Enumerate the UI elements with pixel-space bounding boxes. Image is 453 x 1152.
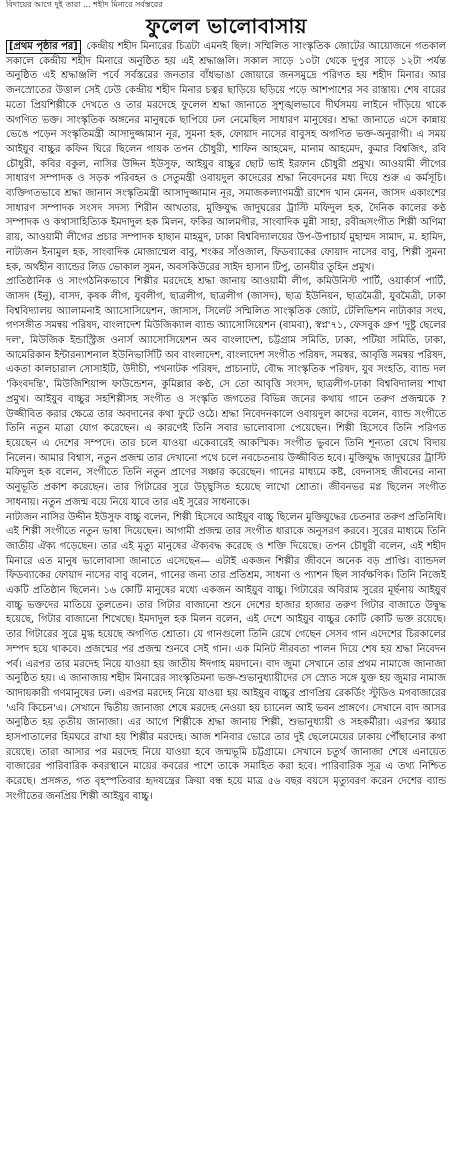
article-paragraph <box>6 40 446 275</box>
article-paragraph: নাট্যজন নাসির উদ্দীন ইউসুফ বাচ্চু বলেন, শিল্পী হিসেবে আইয়ুব বাচ্চু ছিলেন মুক্তিযুদ্ধের চেতনার তরুণ প্রতিনিধি। এই শিল্পী সংগীতে নতুন ভাষা দিয়েছেন। আগামী প্রজন্ম তার সংগীত ধারাকে অনুসরণ করবে। সুরের মাধ্যমে তিনি জাতীয় ঐক্য গড়েছেন। তার এই মৃত্যু মানুষের ঐক্যবদ্ধ করেছে ও শক্তি দিয়েছে। তপন চৌধুরী বলেন, এই শহীদ মিনারে এত মানুষ ভালোবাসা জানাতে এসেছেন— এটাই একজন শিল্পীর জীবনে অনেক বড় প্রাপ্তি। ব্যান্ডদল ফিডব্যাকের ফোয়াদ নাসের বাবু বলেন, গানের জন্য তার প্রতিশ্রম, সাধনা ও প্যাশন ছিল সার্বক্ষণিক। তিনি নিজেই একটি প্রতিষ্ঠান ছিলেন। ১৬ কোটি মানুষের মধ্যে একজন আইয়ুব বাচ্চু। গিটারের অবিরাম সুরের মূর্ছনায় আইয়ুব বাচ্চু ভক্তদের মাতিয়ে তুলতেন। তার গিটার বাজানো শুনে দেশের হাজার হাজার তরুণ গিটার বাজাতে উদ্বুদ্ধ হয়েছে, গিটার বাজানো শিখেছে। ইমদাদুল হক মিলন বলেন, এই দেশে আইয়ুব বাচ্চুর কোটি কোটি ভক্ত রয়েছে। তার গিটারের সুরে মুগ্ধ হয়েছে অগণিত শ্রোতা। যে গানগুলো তিনি রেখে গেছেন সেসব গান এদেশের চিরকালের সম্পদ হয়ে থাকবে। প্রজন্মের পর প্রজন্ম শুনবে সেই গান। এক মিনিট নীরবতা পালন দিয়ে শেষ হয় শ্রদ্ধা নিবেদন পর্ব। এরপর তার মরদেহ নিয়ে যাওয়া হয় জাতীয় ঈদগাহ ময়দানে। বাদ জুমা সেখানে তার প্রথম নামাজে জানাজা অনুষ্ঠিত হয়। এ জানাজায় শহীদ মিনারের সাংস্কৃতিমনা ভক্ত-শুভানুধ্যায়ীদের সে স্রোত সঙ্গে যুক্ত হয় জুমার নামাজ আদায়কারী গণমানুষের ঢল। এরপর মরদেহ নিয়ে যাওয়া হয় আইয়ুব বাচ্চুর প্রাণপ্রিয় রেকর্ডিং স্টুডিও মগবাজারের 'এবি কিচেন'এ। সেখানে দ্বিতীয় জানাজা শেষে মরদেহ নেওয়া হয় চ্যানেল আই ভবন প্রাঙ্গণে। সেখানে বাদ আসর অনুষ্ঠিত হয় তৃতীয় জানাজা। এর আগে শিল্পীকে শ্রদ্ধা জানায় শিল্পী, শুভানুধ্যায়ী ও সহকর্মীরা। এরপর স্কয়ার হাসপাতালের হিমঘরে রাখা হয় শিল্পীর মরদেহ। আজ শনিবার ভোরে তার দুই ছেলেমেয়ের ঢাকায় পৌঁছানোর কথা রয়েছে। তারা আসার পর মরদেহ নিয়ে যাওয়া হবে জন্মভূমি চট্টগ্রামে। সেখানে চতুর্থ জানাজা শেষে এনায়েত বাজারের পারিবারিক কবরস্থানে মায়ের কবরের পাশে তাকে সমাহিত করা হবে। পারিবারিক সূত্র এ তথ্য নিশ্চিত করেছে। প্রসঙ্গত, গত বৃহস্পতিবার হৃদযন্ত্রের ক্রিয়া বন্ধ হয়ে মাত্র ৫৬ বছর বয়সে মৃত্যুবরণ করেন দেশের ব্যান্ড সংগীতের জনপ্রিয় শিল্পী আইয়ুব বাচ্চু। <box>6 511 446 802</box>
previous-headline-strip: বিদায়ের আগে দুই তারা ... শহীদ মিনারে সর্বস্তরের <box>6 0 163 9</box>
article-paragraph: প্রাতিষ্ঠানিক ও সাংগঠনিকভাবে শিল্পীর মরদেহে শ্রদ্ধা জানায় আওয়ামী লীগ, কমিউনিস্ট পার্টি, ওয়ার্কার্স পার্টি, জাসদ (ইনু), বাসদ, কৃষক লীগ, যুবলীগ, ছাত্রলীগ, ছাত্রলীগ (জাসদ), ছাত্র ইউনিয়ন, ছাত্রমৈত্রী, যুবমৈত্রী, ঢাকা বিশ্ববিদ্যালয় অ্যালামনাই অ্যাসোসিয়েশন, জাসাস, সিলেট সম্মিলিত সাংস্কৃতিক জোট, টেলিভিশন নাট্যকার সংঘ, গণসঙ্গীত সমন্বয় পরিষদ, বাংলাদেশ মিউজিক্যাল ব্যান্ড অ্যাসোসিয়েশন (বামবা), স্বপ্ন'৭১, ফেসবুক গ্রুপ 'দুষ্টু ছেলের দল', মিউজিক ইন্ডাস্ট্রিজ ওনার্স অ্যাসোসিয়েশন অব বাংলাদেশ, চট্টগ্রাম সমিতি, ঢাকা, পটিয়া সমিতি, ঢাকা, আমেরিকান ইন্টারন্যাশনাল ইউনিভার্সিটি অব বাংলাদেশ, বাংলাদেশ সংগীত পরিষদ, সমস্বর, আবৃত্তি সমন্বয় পরিষদ, একতা কালচারাল সোসাইটি, উদীচী, পথনাটক পরিষদ, প্রাচ্যনাট, বৌদ্ধ সাংস্কৃতিক পরিষদ, যুব সংহতি, ব্যান্ড দল 'কিংবদন্তি', মিউজিশিয়ান্স ফাউন্ডেশন, কুমিল্লার কণ্ঠ, সে তো আবৃত্তি সংসদ, ছাত্রলীগ-ঢাকা বিশ্ববিদ্যালয় শাখা প্রমুখ। আইয়ুব বাচ্চুর সহশিল্পীসহ সংগীত ও সংস্কৃতি জগতের বিভিন্ন জনের কথায় গানে তরুণ প্রজন্মকে ?উজ্জীবিত করার ক্ষেত্রে তার অবদানের কথা ফুটে ওঠে। শ্রদ্ধা নিবেদনকালে ওবায়দুল কাদের বলেন, ব্যান্ড সংগীতে তিনি নতুন মাত্রা যোগ করেছেন। এ কারণেই তিনি সবার ভালোবাসা পেয়েছেন। শিল্পী হিসেবে তিনি পরিণত হয়েছেন এ দেশের সম্পদে। তার চলে যাওয়া একেবারেই আকস্মিক। সংগীত ভুবনে তিনি শূন্যতা রেখে বিদায় নিলেন। আমার বিশ্বাস, নতুন প্রজন্ম তার দেখানো পথে চলে নবচেতনায় উজ্জীবিত হবে। মুক্তিযুদ্ধ জাদুঘরের ট্রাস্টি মফিদুল হক বলেন, সংগীতে তিনি নতুন প্রাণের সঞ্চার করেছেন। গানের মাধ্যমে কষ্ট, বেদনাসহ জীবনের নানা অনুভূতি প্রকাশ করেছেন। তার গিটারের সুরে উচ্ছ্বসিত হয়েছে লাখো শ্রোতা। জীবনভর মগ্ন ছিলেন সংগীত সাধনায়। নতুন প্রজন্ম বয়ে নিয়ে যাবে তার এই সুরের সাধনাকে। <box>6 276 446 508</box>
article-body <box>0 40 453 805</box>
continuation-kicker: [প্রথম পৃষ্ঠার পর] <box>6 40 81 54</box>
paragraph-text: কেন্দ্রীয় শহীদ মিনারের চিত্রটা এমনই ছিল। সম্মিলিত সাংস্কৃতিক জোটের আয়োজনে গতকাল সকালে কেন্দ্রীয় শহীদ মিনারে অনুষ্ঠিত হয় এই শ্রদ্ধাঞ্জলি। সকাল সাড়ে ১০টা থেকে দুপুর সাড়ে ১২টা পর্যন্ত অনুষ্ঠিত এই শ্রদ্ধাঞ্জলি পর্বে সর্বস্তরের জনতার বাঁধভাঙা জোয়ারে জনসমুদ্রে পরিণত হয় শহীদ মিনার। আর জনস্রোতের উত্তাল সেই ঢেউ কেন্দ্রীয় শহীদ মিনার চত্বর ছাড়িয়ে ছড়িয়ে পড়ে আশপাশের সব রাস্তায়। শেষ বারের মতো প্রিয়শিল্পীকে দেখতে ও তার মরদেহে ফুলেল শ্রদ্ধা জানাতে সুশৃঙ্খলভাবে দীর্ঘসময় লাইনে দাঁড়িয়ে থাকে অগণিত ভক্ত। সাংস্কৃতিক অঙ্গনের মানুষকে ছাপিয়ে ঢল নেমেছিল সাধারণ মানুষের। শ্রদ্ধা জানাতে এসে কান্নায় ভেঙে পড়েন সংস্কৃতিমন্ত্রী আসাদুজ্জামান নূর, সুমনা হক, ফোয়াদ নাসের বাবুসহ অগণিত ভক্ত-অনুরাগী। এ সময় আইয়ুব বাচ্চুর কফিন ঘিরে ছিলেন গায়ক তপন চৌধুরী, শাফিন আহমেদ, মানাম আহমেদ, কুমার বিশ্বজিৎ, রবি চৌধুরী, কবির বকুল, নাসির উদ্দিন ইউসুফ, আইয়ুব বাচ্চুর ছোট ভাই ইরফান চৌধুরী প্রমুখ। আওয়ামী লীগের সাধারণ সম্পাদক ও সড়ক পরিবহন ও সেতুমন্ত্রী ওবায়দুল কাদেরের শ্রদ্ধা নিবেদনের মধ্য দিয়ে শুরু এ কর্মসূচি। ব্যক্তিগতভাবে শ্রদ্ধা জানান সংস্কৃতিমন্ত্রী আসাদুজ্জামান নূর, সমাজকল্যাণমন্ত্রী রাশেদ খান মেনন, জাসদ একাংশের সাধারণ সম্পাদক সংসদ সদস্য শিরীন আখতার, মুক্তিযুদ্ধ জাদুঘরের ট্রাস্টি মফিদুল হক, দৈনিক কালের কণ্ঠ সম্পাদক ও কথাসাহিত্যিক ইমদাদুল হক মিলন, ফকির আলমগীর, সাংবাদিক মুন্নী সাহা, রবীন্দ্রসংগীত শিল্পী অণিমা রায়, আওয়ামী লীগের প্রচার সম্পাদক হাছান মাহমুদ, ঢাকা বিশ্ববিদ্যালয়ের উপ-উপাচার্য মুহাম্মদ সামাদ, ম. হামিদ, নাট্যজন ইনামুল হক, সাংবাদিক মোজাম্মেল বাবু, শংকর সাঁওজাল, ফিডব্যাকের ফোয়াদ নাসের বাবু, শিল্পী সুমনা হক, অর্থহীন ব্যান্ডের লিড ভোকাল সুমন, অবসকিউরের সাইদ হাসান টিপু, তানযীর তুহিন প্রমুখ। <box>6 41 446 273</box>
article-headline: ফুলেল ভালোবাসায় <box>145 14 308 38</box>
